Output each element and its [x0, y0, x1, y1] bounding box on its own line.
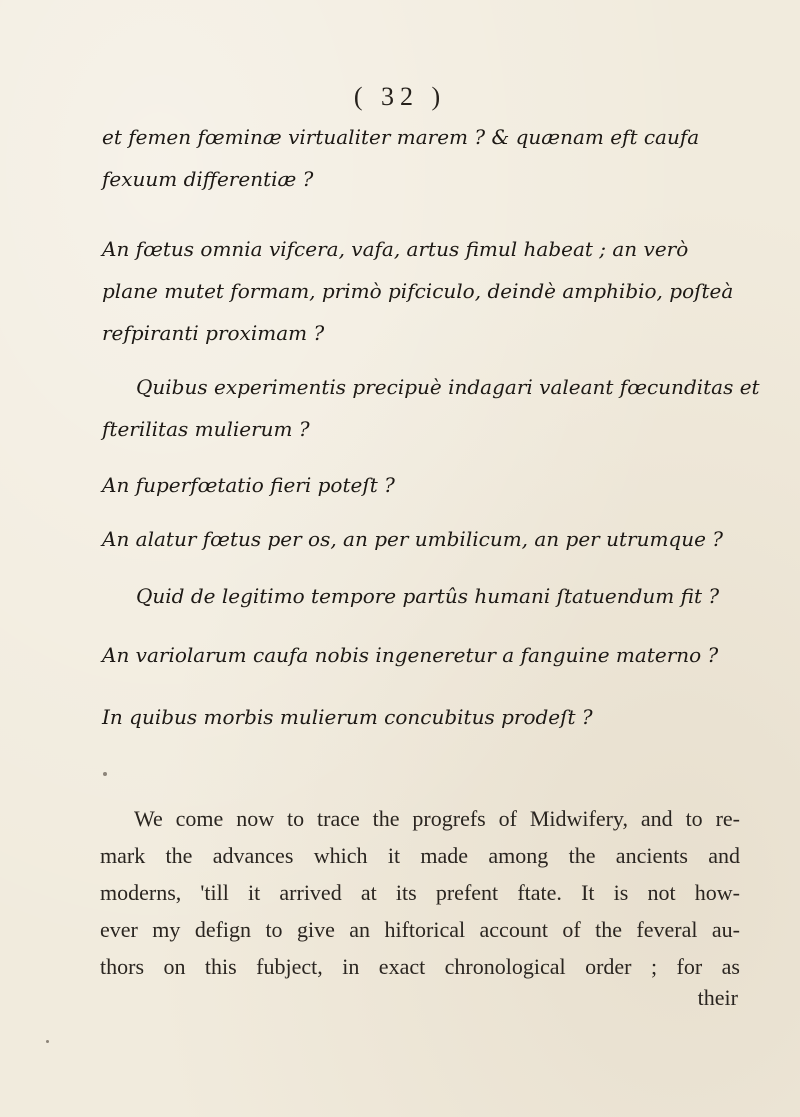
text-line: An fœtus omnia vifcera, vafa, artus fimul habeat ; an verò — [102, 237, 689, 261]
text-line: moderns, 'till it arrived at its prefent ftate. It is not how- — [100, 880, 740, 905]
latin-question-5 — [102, 518, 742, 560]
latin-question-7 — [102, 634, 742, 676]
text-line: An alatur fœtus per os, an per umbilicum, an per utrumque ? — [102, 527, 724, 551]
text-line: mark the advances which it made among the ancients and — [100, 843, 740, 868]
text-line: et femen fœminæ virtualiter marem ? & quænam eft caufa — [102, 125, 700, 149]
text-line: An variolarum caufa nobis ingeneretur a fanguine materno ? — [102, 643, 719, 667]
english-paragraph — [100, 800, 740, 985]
latin-question-4 — [102, 464, 742, 506]
latin-question-6 — [102, 575, 742, 617]
text-line: fterilitas mulierum ? — [102, 417, 310, 441]
catchword: their — [697, 985, 738, 1010]
text-line: In quibus morbis mulierum concubitus prodeſt ? — [102, 705, 593, 729]
text-line: An fuperfœtatio fieri poteſt ? — [102, 473, 395, 497]
text-line: ever my defign to give an hiftorical account of the feveral au- — [100, 917, 740, 942]
ink-speck — [46, 1040, 49, 1043]
text-line: fexuum differentiæ ? — [102, 167, 314, 191]
latin-question-3 — [102, 366, 760, 450]
text-line: Quibus experimentis precipuè indagari valeant fœcunditas et — [136, 375, 760, 399]
ink-speck — [103, 772, 107, 776]
latin-question-8 — [102, 696, 742, 738]
latin-question-1 — [102, 116, 742, 200]
text-line: We come now to trace the progrefs of Midwifery, and to re- — [134, 806, 740, 831]
latin-question-2 — [102, 228, 742, 354]
text-line: thors on this fubject, in exact chronological order ; for as — [100, 954, 740, 979]
page-number: ( 32 ) — [353, 82, 447, 111]
text-line: refpiranti proximam ? — [102, 321, 325, 345]
text-line: plane mutet formam, primò pifciculo, deindè amphibio, poſteà — [102, 279, 734, 303]
text-line: Quid de legitimo tempore partûs humani ſtatuendum fit ? — [136, 584, 720, 608]
